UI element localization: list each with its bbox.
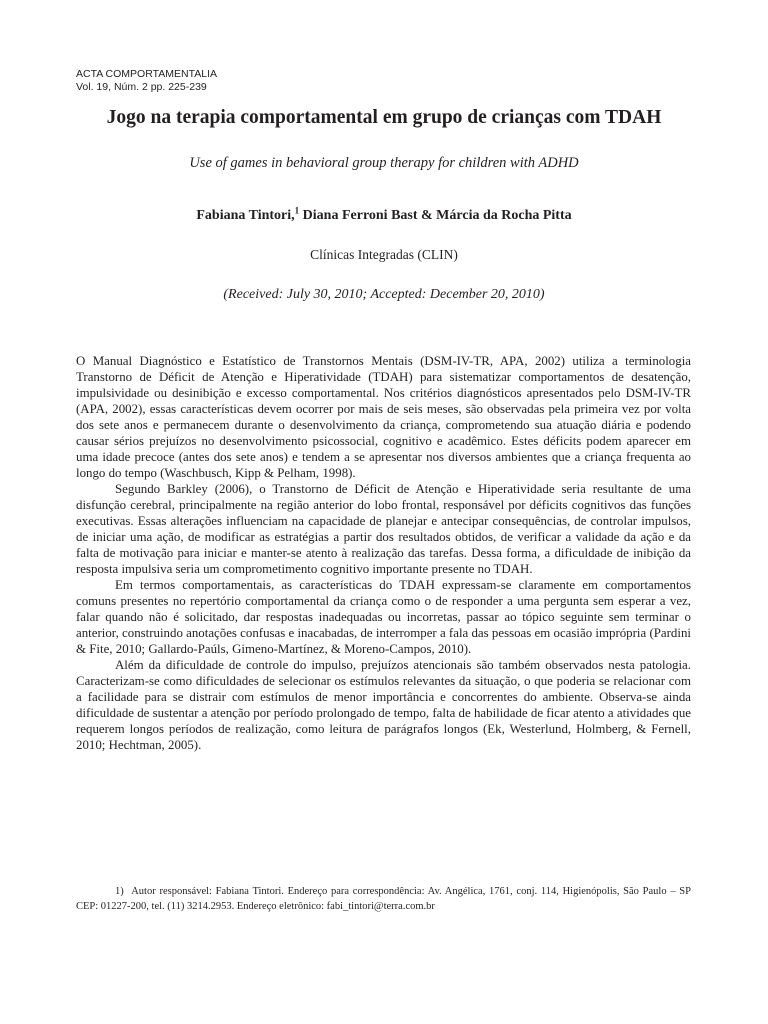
body-paragraph: Segundo Barkley (2006), o Transtorno de Déficit de Atenção e Hiperatividade seria resultante de uma disfunção cerebral, principalmente na região anterior do lobo frontal, responsável por déficits cognitivos das funções executivas. Essas alterações influenciam na capacidade de planejar e antecipar consequências, de controlar impulsos, de iniciar uma ação, de modificar as estratégias a partir dos resultados obtidos, de verificar a validade da ação e da falta de motivação para iniciar e manter-se atento à realização das tarefas. Dessa forma, a dificuldade de inibição da resposta impulsiva seria um comprometimento cognitivo importante presente no TDAH. — [76, 482, 691, 576]
footnote-marker: 1) — [115, 886, 124, 897]
body-text — [76, 353, 691, 753]
author-footnote-ref: 1 — [294, 205, 300, 216]
journal-header — [76, 68, 217, 94]
authors-rest: Diana Ferroni Bast & Márcia da Rocha Pitta — [299, 208, 572, 223]
body-paragraph: O Manual Diagnóstico e Estatístico de Transtornos Mentais (DSM-IV-TR, APA, 2002) utiliza a terminologia Transtorno de Déficit de Atenção e Hiperatividade (TDAH) para sistematizar comportamentos de desatenção, impulsividade ou desinibição e excesso comportamental. Nos critérios diagnósticos apresentados pelo DSM-IV-TR (APA, 2002), essas características devem ocorrer por mais de seis meses, são observadas pela primeira vez por volta dos sete anos e permanecem durante o desenvolvimento da criança, comprometendo sua atuação diária e podendo causar sérios prejuízos no desenvolvimento psicossocial, cognitivo e acadêmico. Estes déficits podem aparecer em uma idade precoce (antes dos sete anos) e tendem a se apresentar nos diversos ambientes que a criança frequenta ao longo do tempo (Waschbusch, Kipp & Pelham, 1998). — [76, 354, 691, 480]
journal-name: ACTA COMPORTAMENTALIA — [76, 68, 217, 80]
journal-issue: Vol. 19, Núm. 2 pp. 225-239 — [76, 81, 207, 93]
authors-line — [0, 207, 768, 225]
article-subtitle: Use of games in behavioral group therapy for children with ADHD — [189, 155, 579, 171]
article-title: Jogo na terapia comportamental em grupo de crianças com TDAH — [106, 107, 662, 128]
body-paragraph: Em termos comportamentais, as características do TDAH expressam-se claramente em comportamentos comuns presentes no repertório comportamental da criança como o de responder a uma pergunta sem esperar a vez, falar quando não é solicitado, dar respostas inadequadas ou incorretas, passar ao tópico seguinte sem terminar o anterior, construindo anotações confusas e inacabadas, de interromper a fala das pessoas em ocasião imprópria (Pardini & Fite, 2010; Gallardo-Paúls, Gimeno-Martínez, & Moreno-Campos, 2010). — [76, 578, 691, 656]
affiliation: Clínicas Integradas (CLIN) — [310, 247, 458, 262]
received-dates: (Received: July 30, 2010; Accepted: December 20, 2010) — [223, 287, 545, 302]
body-paragraph: Além da dificuldade de controle do impulso, prejuízos atencionais são também observados nesta patologia. Caracterizam-se como dificuldades de selecionar os estímulos relevantes da situação, o que poderia se relacionar com a facilidade para se distrair com estímulos de menor importância e concorrentes do ambiente. Observa-se ainda dificuldade de sustentar a atenção por período prolongado de tempo, falta de habilidade de ficar atento a atividades que requerem longos períodos de realização, como leitura de parágrafos longos (Ek, Westerlund, Holmberg, & Fernell, 2010; Hechtman, 2005). — [76, 658, 691, 752]
footnote — [76, 884, 691, 914]
author-first: Fabiana Tintori, — [196, 208, 295, 223]
footnote-text: Autor responsável: Fabiana Tintori. Endereço para correspondência: Av. Angélica, 1761, conj. 114, Higienópolis, São Paulo – SP CEP: 01227-200, tel. (11) 3214.2953. Endereço eletrônico: fabi_tintori@terra.com.br — [76, 886, 691, 912]
